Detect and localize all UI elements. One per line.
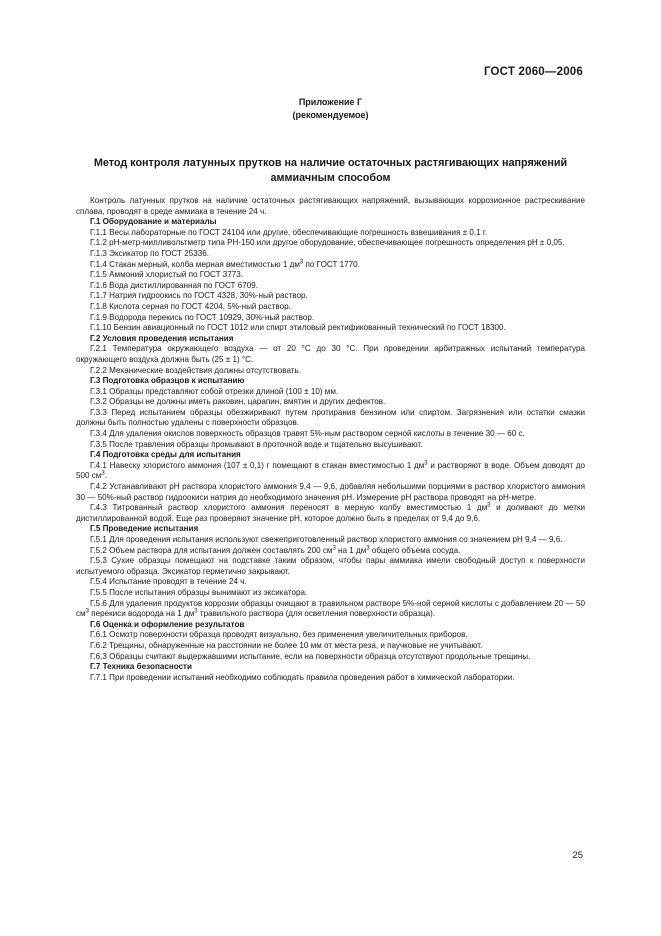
superscript: 3 [487,502,491,509]
paragraph: Г.1.2 рН-метр-милливольтметр типа РН-150 или другое оборудование, обеспечивающее погрешность определения рН ± 0,05. [90,238,565,248]
paragraph: Г.1.5 Аммоний хлористый по ГОСТ 3773. [90,270,244,280]
text-run: Г.5.6 Для удаления продуктов коррозии образцы очищают в травильном растворе 5%-ной серной кислоты с добавлением 20 — 50 см [76,598,585,619]
paragraph: Г.2.1 Температура окружающего воздуха — от 20 °С до 30 °С. При проведении арбитражных испытаний температура окружающего воздуха должна быть (25 ± 1) °С. [76,344,585,364]
section-heading: Г.5 Проведение испытания [90,524,199,534]
text-run: на 1 дм [335,545,367,555]
section-heading: Г.4 Подготовка среды для испытания [90,450,241,460]
text-run: Г.4.1 Навеску хлористого аммония (107 ± 0,1) г помещают в стакан вместимостью 1 дм [90,460,425,470]
text-run: и доливают до метки дистиллированной водой. Еще раз проверяют значение рН, которое должно быть в пределах от 9,4 до 9,6. [76,503,586,523]
paragraph: Г.6.1 Осмотр поверхности образца проводят визуально, без применения увеличительных приборов. [90,630,468,640]
paragraph: Г.5.4 Испытание проводят в течение 24 ч. [90,577,247,587]
paragraph: Г.5.5 После испытания образцы вынимают из эксикатора. [90,587,308,597]
paragraph: Г.4.2 Устанавливают рН раствора хлористого аммония 9,4 — 9,6, добавляя небольшими порциями в раствор хлористого аммония 30 — 50%-ный раствор гидроокиси натрия до необходимого значения рН. Измерение рН раствора проводят на рН-метре. [76,482,585,502]
paragraph [76,461,585,482]
paragraph: Г.3.3 Перед испытанием образцы обезжиривают путем протирания бензином или спиртом. Загрязнения или остатки смазки должны быть полностью удалены с поверхности образцов. [76,407,585,428]
text-run: и растворяют в воде. Объем доводят до 500 см [76,460,585,481]
section-heading: Г.2 Условия проведения испытания [90,333,234,343]
paragraph: Г.1.8 Кислота серная по ГОСТ 4204, 5%-ный раствор. [90,301,291,311]
text-run: перекиси водорода на 1 дм [88,609,195,619]
paragraph: Г.7.1 При проведении испытаний необходимо соблюдать правила проведения работ в химической лаборатории. [90,672,515,682]
section-heading: Г.3 Подготовка образцов к испытанию [90,376,245,386]
text-run: общего объема сосуда. [369,545,461,555]
paragraph: Г.6.3 Образцы считают выдержавшими испытание, если на поверхности образца отсутствуют продольные трещины. [90,651,531,661]
paragraph: Г.1.7 Натрия гидроокись по ГОСТ 4328, 30%-ный раствор. [90,291,308,301]
superscript: 3 [194,608,198,615]
paragraph: Г.1.9 Водорода перекись по ГОСТ 10929, 30%-ный раствор. [90,312,315,322]
title-line-1: Метод контроля латунных прутков на наличие остаточных растягивающих напряжений [93,157,568,169]
standard-designation: ГОСТ 2060—2006 [483,66,583,78]
paragraph: Контроль латунных прутков на наличие остаточных растягивающих напряжений, вызывающих коррозионное растрескивание сплава, проводят в среде аммиака в течение 24 ч. [76,196,585,216]
paragraph: Г.1.10 Бензин авиационный по ГОСТ 1012 или спирт этиловый ректификованный технический по ГОСТ 18300. [90,323,506,333]
section-heading: Г.1 Оборудование и материалы [90,217,217,227]
paragraph [76,546,585,557]
text-run: по ГОСТ 1770. [303,259,360,269]
paragraph [76,599,585,620]
text-run: . [104,471,107,481]
paragraph: Г.3.4 Для удаления окислов поверхность образцов травят 5%-ным раствором серной кислоты в течение 30 — 60 с. [90,429,525,439]
text-run: травильного раствора (для осветления поверхности образца). [197,609,436,619]
paragraph: Г.5.3 Сухие образцы помещают на подставке таким образом, чтобы пары аммиака имели свободный доступ к поверхности испытуемого образца. Эксикатор герметично закрывают. [76,556,585,576]
paragraph: Г.5.1 Для проведения испытания используют свежеприготовленный раствор хлористого аммония со значением рН 9,4 — 9,6. [90,535,563,544]
document-body [76,196,585,683]
superscript: 3 [424,460,428,467]
title-line-2: аммиачным способом [270,172,391,184]
paragraph: Г.3.2 Образцы не должны иметь раковин, царапин, вмятин и других дефектов. [90,397,386,407]
document-title [70,156,591,186]
paragraph: Г.2.2 Механические воздействия должны отсутствовать. [90,365,301,375]
text-run: Г.1.4 Стакан мерный, колба мерная вместимостью 1 дм [90,259,300,269]
annex-heading [0,96,661,122]
paragraph: Г.1.1 Весы лабораторные по ГОСТ 24104 или другие, обеспечивающие погрешность взвешивания ± 0,1 г. [90,227,488,237]
paragraph: Г.1.3 Эксикатор по ГОСТ 25336. [90,248,209,258]
section-heading: Г.6 Оценка и оформление результатов [90,619,245,629]
section-heading: Г.7 Техника безопасности [90,662,193,672]
superscript: 3 [85,608,89,615]
superscript: 3 [101,470,105,477]
paragraph: Г.3.1 Образцы представляют собой отрезки длиной (100 ± 10) мм. [90,386,339,396]
paragraph: Г.1.6 Вода дистиллированная по ГОСТ 6709. [90,280,258,290]
page-number: 25 [572,850,583,861]
paragraph [76,503,585,524]
paragraph: Г.3.5 После травления образцы промывают в проточной воде и тщательно высушивают. [90,439,423,449]
paragraph [76,260,585,271]
superscript: 3 [332,544,336,551]
text-run: Г.5.2 Объем раствора для испытания должен составлять 200 см [90,545,333,555]
annex-type: (рекомендуемое) [292,110,369,120]
paragraph: Г.6.2 Трещины, обнаруженные на расстоянии не более 10 мм от места реза, и паучковые не учитывают. [90,640,483,650]
superscript: 3 [299,258,304,265]
text-run: Г.4.3 Титрованный раствор хлористого аммония переносят в мерную колбу вместимостью 1 дм [90,503,488,513]
superscript: 3 [366,544,370,551]
annex-title: Приложение Г [298,97,363,107]
